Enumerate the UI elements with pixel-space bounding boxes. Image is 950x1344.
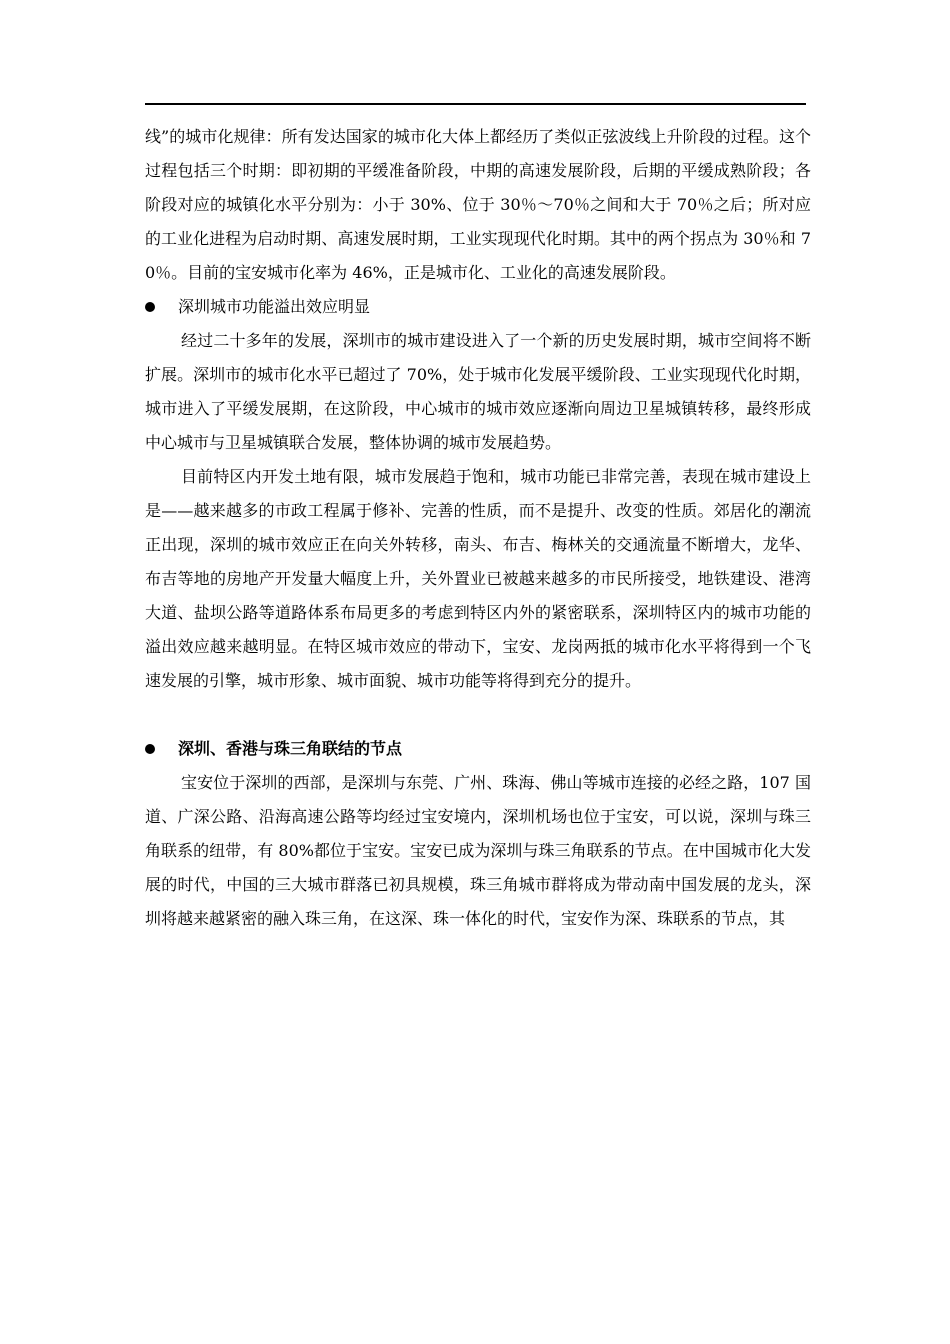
section-gap [145,698,811,732]
bullet-dot-icon [145,302,155,312]
bullet-heading-text: 深圳城市功能溢出效应明显 [178,297,371,316]
bullet-heading-spillover [145,290,811,324]
paragraph-shenzhen-development: 经过二十多年的发展，深圳市的城市建设进入了一个新的历史发展时期，城市空间将不断扩展。深圳市的城市化水平已超过了 70%，处于城市化发展平缓阶段、工业实现现代化时期，城市进入了平缓发展期，在这阶段，中心城市的城市效应逐渐向周边卫星城镇转移，最终形成中心城市与卫星城镇联合发展，整体协调的城市发展趋势。 [145,331,811,452]
paragraph-special-zone: 目前特区内开发土地有限，城市发展趋于饱和，城市功能已非常完善，表现在城市建设上是——越来越多的市政工程属于修补、完善的性质，而不是提升、改变的性质。郊居化的潮流正出现，深圳的城市效应正在向关外转移，南头、布吉、梅林关的交通流量不断增大，龙华、布吉等地的房地产开发量大幅度上升，关外置业已被越来越多的市民所接受，地铁建设、港湾大道、盐坝公路等道路体系布局更多的考虑到特区内外的紧密联系，深圳特区内的城市功能的溢出效应越来越明显。在特区城市效应的带动下，宝安、龙岗两抵的城市化水平将得到一个飞速发展的引擎，城市形象、城市面貌、城市功能等将得到充分的提升。 [145,467,811,690]
paragraph-baoan-location: 宝安位于深圳的西部，是深圳与东莞、广州、珠海、佛山等城市连接的必经之路，107 国道、广深公路、沿海高速公路等均经过宝安境内，深圳机场也位于宝安，可以说，深圳与珠三角联系的纽带，有 80%都位于宝安。宝安已成为深圳与珠三角联系的节点。在中国城市化大发展的时代，中国的三大城市群落已初具规模，珠三角城市群将成为带动南中国发展的龙头，深圳将越来越紧密的融入珠三角，在这深、珠一体化的时代，宝安作为深、珠联系的节点，其 [145,773,811,928]
document-body [145,120,811,936]
bullet-dot-icon [145,744,155,754]
bullet-heading-node [145,732,811,766]
bullet-heading-text: 深圳、香港与珠三角联结的节点 [178,739,403,758]
header-rule [145,103,806,105]
paragraph-urbanization-law: 线”的城市化规律：所有发达国家的城市化大体上都经历了类似正弦波线上升阶段的过程。这个过程包括三个时期：即初期的平缓准备阶段，中期的高速发展阶段，后期的平缓成熟阶段；各阶段对应的城镇化水平分别为：小于 30%、位于 30％～70％之间和大于 70％之后；所对应的工业化进程为启动时期、高速发展时期，工业实现现代化时期。其中的两个拐点为 30％和 70％。目前的宝安城市化率为 46%，正是城市化、工业化的高速发展阶段。 [145,127,811,282]
